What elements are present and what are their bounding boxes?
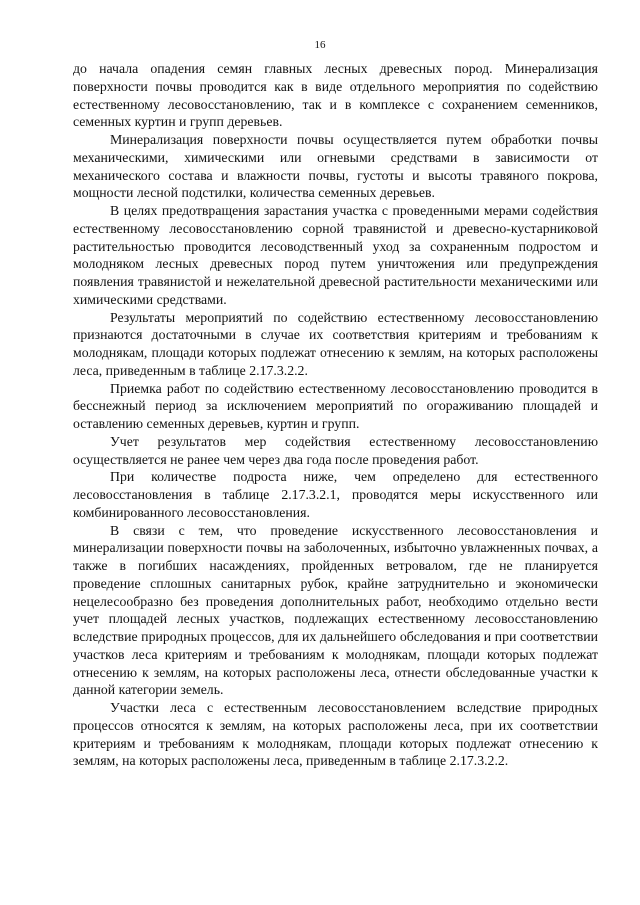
paragraph: Результаты мероприятий по содействию естественному лесовосстановлению признаются достаточными в случае их соответствия критериям и требованиям к молоднякам, площади которых подлежат отнесению к землям, на которых расположены леса, приведенным в таблице 2.17.3.2.2. bbox=[73, 309, 598, 378]
paragraph: Учет результатов мер содействия естественному лесовосстановлению осуществляется не ранее чем через два года после проведения работ. bbox=[73, 433, 598, 467]
paragraph: Приемка работ по содействию естественному лесовосстановлению проводится в бесснежный период за исключением мероприятий по огораживанию площадей и оставлению семенных деревьев, куртин и групп. bbox=[73, 380, 598, 431]
page-number: 16 bbox=[314, 39, 326, 51]
paragraph: В связи с тем, что проведение искусственного лесовосстановления и минерализации поверхности почвы на заболоченных, избыточно увлажненных почвах, а также в погибших насаждениях, пройденных ветровалом, где не планируется проведение сплошных санитарных рубок, крайне затруднительно и экономически нецелесообразно без проведения дополнительных работ, необходимо отдельно вести учет площадей лесных участков, подлежащих естественному лесовосстановлению вследствие природных процессов, для их дальнейшего обследования и при соответствии участков леса критериям и требованиям к молоднякам, площади которых подлежат отнесению к землям, на которых расположены леса, отнести обследованные участки к данной категории земель. bbox=[73, 522, 598, 698]
paragraph: Участки леса с естественным лесовосстановлением вследствие природных процессов относятся к землям, на которых расположены леса, при их соответствии критериям и требованиям к молоднякам, площади которых подлежат отнесению к землям, на которых расположены леса, приведенным в таблице 2.17.3.2.2. bbox=[73, 700, 598, 769]
document-body bbox=[73, 60, 598, 770]
paragraph: Минерализация поверхности почвы осуществляется путем обработки почвы механическими, химическими или огневыми средствами в зависимости от механического состава и влажности почвы, густоты и высоты травяного покрова, мощности лесной подстилки, количества семенных деревьев. bbox=[73, 132, 598, 201]
paragraph: В целях предотвращения зарастания участка с проведенными мерами содействия естественному лесовосстановлению сорной травянистой и древесно-кустарниковой растительностью проводится лесоводственный уход за сохраненным подростом и молодняком лесных древесных пород путем уничтожения или предупреждения появления травянистой и нежелательной древесной растительности механическими или химическими средствами. bbox=[73, 203, 598, 307]
paragraph: При количестве подроста ниже, чем определено для естественного лесовосстановления в таблице 2.17.3.2.1, проводятся меры искусственного или комбинированного лесовосстановления. bbox=[73, 469, 598, 520]
paragraph: до начала опадения семян главных лесных древесных пород. Минерализация поверхности почвы проводится как в виде отдельного мероприятия по содействию естественному лесовосстановлению, так и в комплексе с сохранением семенников, семенных куртин и групп деревьев. bbox=[73, 61, 598, 130]
